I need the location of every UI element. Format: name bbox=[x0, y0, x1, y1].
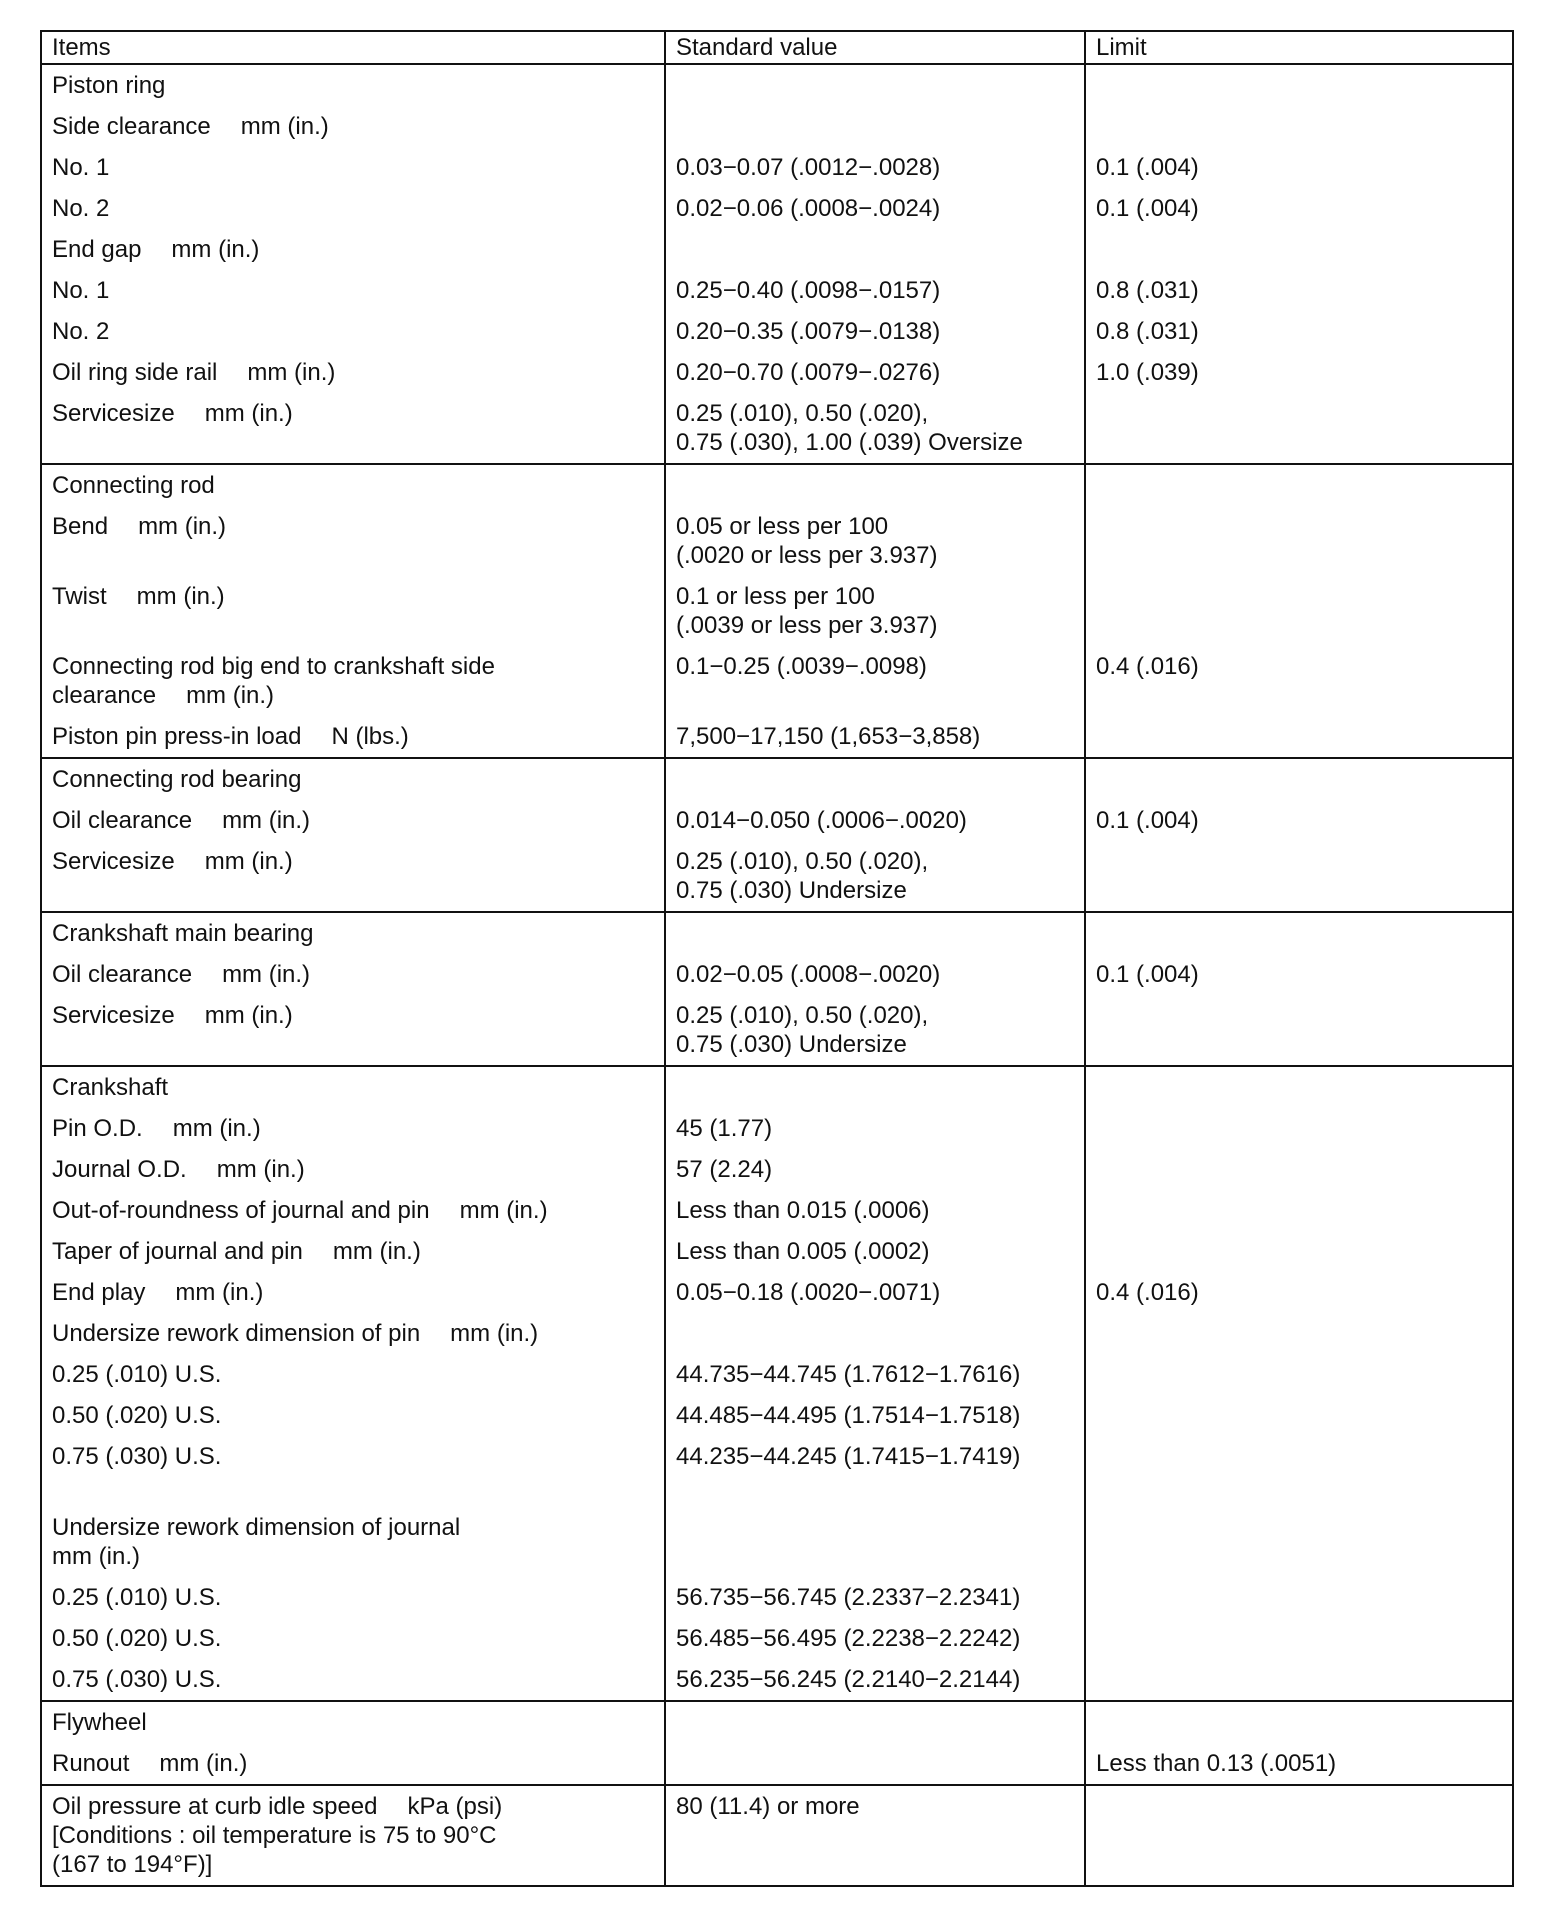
standard-value: 0.25 (.010), 0.50 (.020), 0.75 (.030) Undersize bbox=[665, 841, 1085, 912]
standard-value: 7,500−17,150 (1,653−3,858) bbox=[665, 716, 1085, 758]
item-label: Runout bbox=[52, 1750, 130, 1777]
table-row bbox=[41, 1618, 1513, 1659]
standard-value: 0.014−0.050 (.0006−.0020) bbox=[665, 800, 1085, 841]
item-label: End gap bbox=[52, 236, 142, 263]
standard-value: 44.485−44.495 (1.7514−1.7518) bbox=[665, 1395, 1085, 1436]
table-row bbox=[41, 1577, 1513, 1618]
item-label: 0.50 (.020) U.S. bbox=[41, 1395, 665, 1436]
item-label: Bend bbox=[52, 513, 109, 540]
item-label: Pin O.D. bbox=[52, 1115, 143, 1142]
item-label: Oil clearance bbox=[52, 961, 193, 988]
table-row bbox=[41, 1231, 1513, 1272]
standard-value: 56.485−56.495 (2.2238−2.2242) bbox=[665, 1618, 1085, 1659]
standard-value: 44.735−44.745 (1.7612−1.7616) bbox=[665, 1354, 1085, 1395]
standard-value: 0.25−0.40 (.0098−.0157) bbox=[665, 270, 1085, 311]
item-label: 0.75 (.030) U.S. bbox=[41, 1436, 665, 1477]
table-row bbox=[41, 106, 1513, 147]
table-row bbox=[41, 311, 1513, 352]
section-title-flywheel: Flywheel bbox=[41, 1701, 665, 1743]
standard-value: 80 (11.4) or more bbox=[665, 1785, 1085, 1886]
table-row bbox=[41, 270, 1513, 311]
table-row bbox=[41, 1395, 1513, 1436]
section-title-piston-ring: Piston ring bbox=[41, 64, 665, 106]
unit-label: mm (in.) bbox=[216, 1156, 305, 1183]
unit-label: mm (in.) bbox=[204, 1002, 293, 1029]
table-row bbox=[41, 841, 1513, 912]
table-row bbox=[41, 716, 1513, 758]
unit-label: mm (in.) bbox=[159, 1750, 248, 1777]
unit-label: mm (in.) bbox=[247, 359, 336, 386]
item-label: Piston pin press-in load bbox=[52, 723, 302, 750]
item-label: 0.75 (.030) U.S. bbox=[41, 1659, 665, 1701]
unit-label: kPa (psi) bbox=[407, 1793, 503, 1820]
section-title-main-bearing: Crankshaft main bearing bbox=[41, 912, 665, 954]
standard-value: 0.05−0.18 (.0020−.0071) bbox=[665, 1272, 1085, 1313]
table-row bbox=[41, 1659, 1513, 1701]
standard-value: 0.1−0.25 (.0039−.0098) bbox=[665, 646, 1085, 716]
item-label: No. 1 bbox=[41, 147, 665, 188]
table-row bbox=[41, 1066, 1513, 1108]
item-label: No. 2 bbox=[41, 311, 665, 352]
section-title-crankshaft: Crankshaft bbox=[41, 1066, 665, 1108]
limit-value: 0.8 (.031) bbox=[1085, 311, 1513, 352]
standard-value: 0.05 or less per 100 (.0020 or less per 3.937) bbox=[665, 506, 1085, 576]
item-label: 0.25 (.010) U.S. bbox=[41, 1577, 665, 1618]
table-row bbox=[41, 352, 1513, 393]
table-row bbox=[41, 1190, 1513, 1231]
item-label: Side clearance bbox=[52, 113, 211, 140]
item-label: Servicesize bbox=[52, 848, 175, 875]
table-row bbox=[41, 188, 1513, 229]
table-row bbox=[41, 506, 1513, 576]
unit-label: mm (in.) bbox=[459, 1197, 548, 1224]
item-label: Oil clearance bbox=[52, 807, 193, 834]
item-label: 0.25 (.010) U.S. bbox=[41, 1354, 665, 1395]
unit-label: mm (in.) bbox=[138, 513, 227, 540]
standard-value: 56.735−56.745 (2.2337−2.2341) bbox=[665, 1577, 1085, 1618]
unit-label: mm (in.) bbox=[136, 583, 225, 610]
table-row bbox=[41, 393, 1513, 464]
table-row bbox=[41, 995, 1513, 1066]
limit-value: 1.0 (.039) bbox=[1085, 352, 1513, 393]
standard-value: 45 (1.77) bbox=[665, 1108, 1085, 1149]
standard-value: 0.25 (.010), 0.50 (.020), 0.75 (.030) Undersize bbox=[665, 995, 1085, 1066]
limit-value: 0.8 (.031) bbox=[1085, 270, 1513, 311]
table-row bbox=[41, 147, 1513, 188]
item-label: Taper of journal and pin bbox=[52, 1238, 303, 1265]
table-row bbox=[41, 1436, 1513, 1477]
unit-label: mm (in.) bbox=[222, 807, 311, 834]
unit-label: mm (in.) bbox=[186, 682, 275, 709]
item-label: Twist bbox=[52, 583, 107, 610]
item-label: 0.50 (.020) U.S. bbox=[41, 1618, 665, 1659]
conditions-note: [Conditions : oil temperature is 75 to 90°C (167 to 194°F)] bbox=[52, 1822, 497, 1878]
table-row bbox=[41, 1743, 1513, 1785]
table-row bbox=[41, 1785, 1513, 1886]
unit-label: mm (in.) bbox=[204, 848, 293, 875]
spacer-row bbox=[41, 1477, 1513, 1507]
table-row bbox=[41, 1149, 1513, 1190]
standard-value: 0.20−0.35 (.0079−.0138) bbox=[665, 311, 1085, 352]
section-title-connecting-rod-bearing: Connecting rod bearing bbox=[41, 758, 665, 800]
limit-value: 0.1 (.004) bbox=[1085, 147, 1513, 188]
unit-label: mm (in.) bbox=[222, 961, 311, 988]
item-label: Undersize rework dimension of journal mm (in.) bbox=[41, 1507, 665, 1577]
header-limit: Limit bbox=[1085, 31, 1513, 64]
header-row bbox=[41, 31, 1513, 64]
table-row bbox=[41, 1507, 1513, 1577]
standard-value: Less than 0.005 (.0002) bbox=[665, 1231, 1085, 1272]
table-row bbox=[41, 1701, 1513, 1743]
standard-value: 57 (2.24) bbox=[665, 1149, 1085, 1190]
table-row bbox=[41, 229, 1513, 270]
limit-value: 0.4 (.016) bbox=[1085, 1272, 1513, 1313]
table-row bbox=[41, 1354, 1513, 1395]
table-row bbox=[41, 1272, 1513, 1313]
item-label: No. 2 bbox=[41, 188, 665, 229]
standard-value: 0.02−0.05 (.0008−.0020) bbox=[665, 954, 1085, 995]
unit-label: mm (in.) bbox=[175, 1279, 264, 1306]
item-label: Servicesize bbox=[52, 1002, 175, 1029]
unit-label: mm (in.) bbox=[332, 1238, 421, 1265]
unit-label: N (lbs.) bbox=[331, 723, 409, 750]
table-row bbox=[41, 758, 1513, 800]
limit-value: Less than 0.13 (.0051) bbox=[1085, 1743, 1513, 1785]
header-standard-value: Standard value bbox=[665, 31, 1085, 64]
standard-value: 0.20−0.70 (.0079−.0276) bbox=[665, 352, 1085, 393]
table-row bbox=[41, 576, 1513, 646]
item-label: Connecting rod big end to crankshaft side clearance bbox=[52, 653, 495, 709]
standard-value: 0.25 (.010), 0.50 (.020), 0.75 (.030), 1.00 (.039) Oversize bbox=[665, 393, 1085, 464]
table-row bbox=[41, 800, 1513, 841]
item-label: Oil pressure at curb idle speed bbox=[52, 1793, 378, 1820]
item-label: End play bbox=[52, 1279, 146, 1306]
standard-value: 0.02−0.06 (.0008−.0024) bbox=[665, 188, 1085, 229]
standard-value: 44.235−44.245 (1.7415−1.7419) bbox=[665, 1436, 1085, 1477]
standard-value: Less than 0.015 (.0006) bbox=[665, 1190, 1085, 1231]
unit-label: mm (in.) bbox=[172, 1115, 261, 1142]
standard-value: 0.03−0.07 (.0012−.0028) bbox=[665, 147, 1085, 188]
standard-value: 0.1 or less per 100 (.0039 or less per 3.937) bbox=[665, 576, 1085, 646]
table-row bbox=[41, 464, 1513, 506]
item-label: No. 1 bbox=[41, 270, 665, 311]
table-row bbox=[41, 1108, 1513, 1149]
section-title-connecting-rod: Connecting rod bbox=[41, 464, 665, 506]
unit-label: mm (in.) bbox=[240, 113, 329, 140]
table-row bbox=[41, 954, 1513, 995]
unit-label: mm (in.) bbox=[450, 1320, 539, 1347]
header-items: Items bbox=[41, 31, 665, 64]
unit-label: mm (in.) bbox=[204, 400, 293, 427]
item-label: Servicesize bbox=[52, 400, 175, 427]
standard-value: 56.235−56.245 (2.2140−2.2144) bbox=[665, 1659, 1085, 1701]
item-label: Undersize rework dimension of pin bbox=[52, 1320, 421, 1347]
limit-value: 0.1 (.004) bbox=[1085, 954, 1513, 995]
limit-value: 0.4 (.016) bbox=[1085, 646, 1513, 716]
table-row bbox=[41, 64, 1513, 106]
table-row bbox=[41, 912, 1513, 954]
unit-label: mm (in.) bbox=[171, 236, 260, 263]
item-label: Journal O.D. bbox=[52, 1156, 187, 1183]
limit-value: 0.1 (.004) bbox=[1085, 800, 1513, 841]
specification-table bbox=[40, 30, 1514, 1887]
item-label: Out-of-roundness of journal and pin bbox=[52, 1197, 430, 1224]
item-label: Oil ring side rail bbox=[52, 359, 218, 386]
limit-value: 0.1 (.004) bbox=[1085, 188, 1513, 229]
table-row bbox=[41, 1313, 1513, 1354]
table-row bbox=[41, 646, 1513, 716]
